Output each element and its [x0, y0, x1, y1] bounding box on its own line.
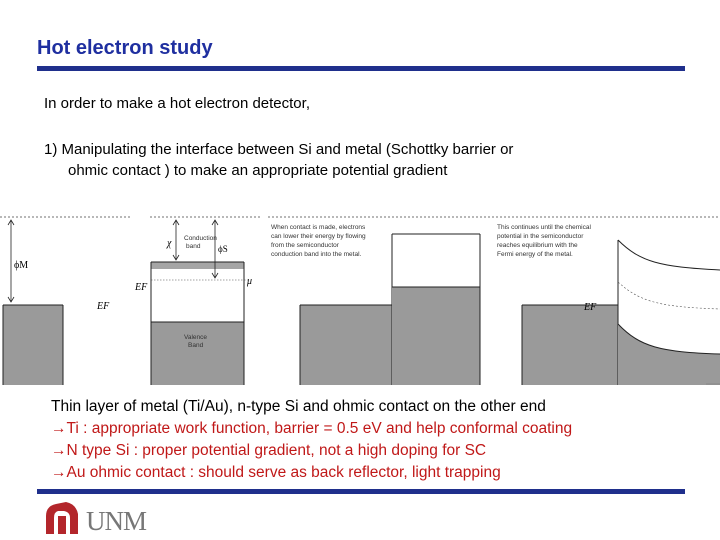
phi-m-label: ϕM: [14, 260, 29, 271]
chi-label: χ: [167, 238, 172, 249]
footer-rule: [37, 489, 685, 494]
panel-contact: [268, 217, 490, 385]
equilibrium-metal-fill: [522, 305, 618, 385]
valence-band-bending: [618, 324, 720, 385]
contact-caption-2: can lower their energy by flowing: [271, 233, 366, 240]
ef-label-2: EF: [135, 282, 148, 293]
valence-band-label-2: Band: [188, 342, 204, 349]
valence-band-label-1: Valence: [184, 334, 208, 341]
equilibrium-caption-3: reaches equilibrium with the: [497, 242, 578, 249]
list-item-1-line2: ohmic contact ) to make an appropriate potential gradient: [68, 162, 448, 179]
contact-caption-4: conduction band into the metal.: [271, 251, 362, 258]
unm-logo: [44, 500, 184, 536]
intro-text: In order to make a hot electron detector,: [44, 95, 310, 112]
list-item-1-line1: 1) Manipulating the interface between Si and metal (Schottky barrier or: [44, 141, 514, 158]
contact-metal-fill: [300, 305, 392, 385]
conduction-band-label-2: band: [186, 243, 201, 250]
metal-fill: [3, 305, 63, 385]
summary-line-ti: →Ti : appropriate work function, barrier = 0.5 eV and help conformal coating: [51, 420, 573, 437]
valence-band-fill: [151, 322, 244, 385]
mu-label: μ: [247, 276, 253, 287]
summary-line-au: →Au ohmic contact : should serve as back reflector, light trapping: [51, 464, 501, 481]
panel-equilibrium: [492, 217, 720, 385]
slide-title: Hot electron study: [37, 37, 213, 59]
list-item-1: [44, 139, 513, 181]
ef-label-1: EF: [97, 301, 110, 312]
band-diagrams: [0, 212, 720, 390]
contact-caption-1: When contact is made, electrons: [271, 224, 366, 231]
panel-semiconductor: [134, 217, 262, 385]
phi-s-label: ϕS: [218, 244, 228, 254]
conduction-band-bending: [618, 240, 720, 270]
summary-text: [51, 396, 572, 484]
summary-line-ntype: →N type Si : proper potential gradient, not a high doping for SC: [51, 442, 487, 459]
contact-caption-3: from the semiconductor: [271, 242, 339, 249]
unm-emblem-icon: [46, 502, 78, 534]
conduction-band-label-1: Conduction: [184, 235, 217, 242]
unm-logo-text: UNM: [86, 506, 147, 536]
equilibrium-caption-2: potential in the semiconductor: [497, 233, 584, 240]
contact-semiconductor-fill: [392, 287, 480, 385]
title-underline: [37, 66, 685, 71]
panel-metal: [0, 217, 130, 385]
equilibrium-caption-4: Fermi energy of the metal.: [497, 251, 573, 258]
ef-label-4: EF: [584, 302, 597, 313]
summary-line-1: Thin layer of metal (Ti/Au), n-type Si and ohmic contact on the other end: [51, 398, 546, 415]
conduction-band-fill: [151, 262, 244, 269]
equilibrium-caption-1: This continues until the chemical: [497, 224, 591, 231]
